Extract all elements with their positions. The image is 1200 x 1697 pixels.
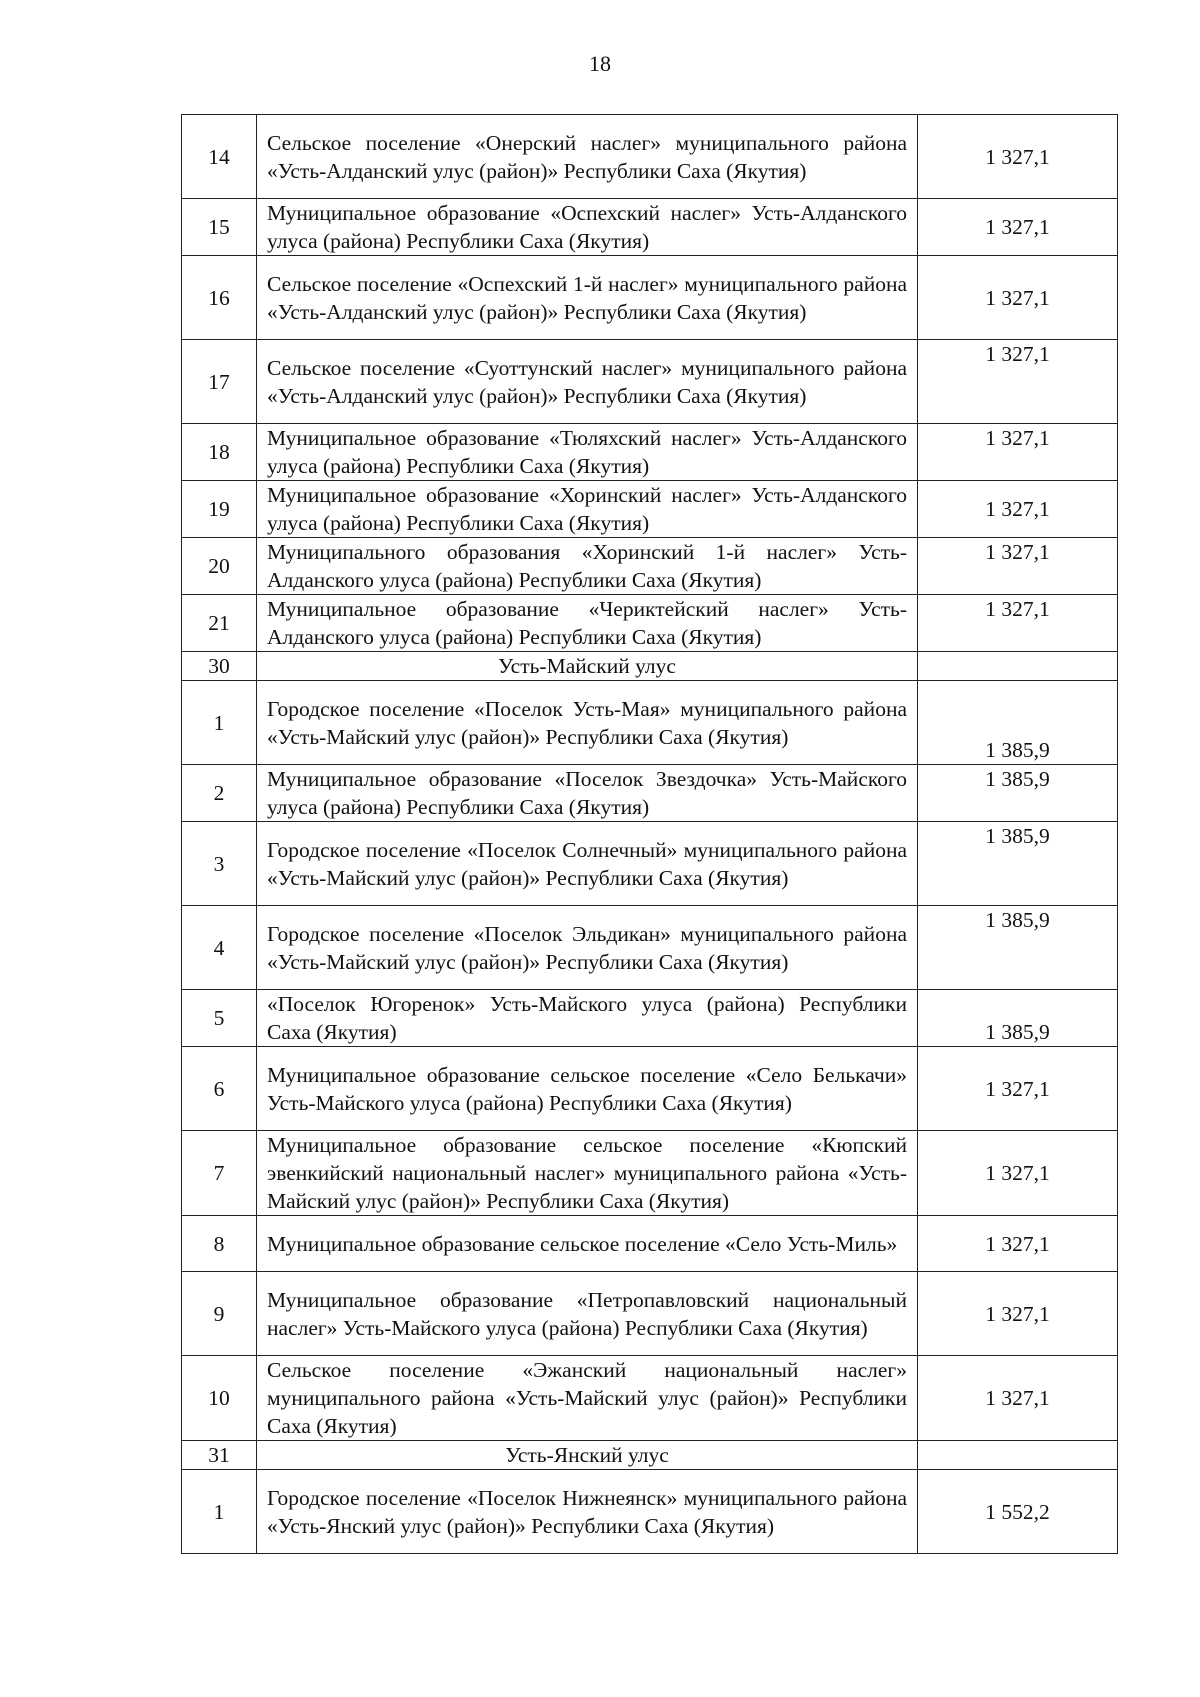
row-number: 19 (182, 481, 257, 538)
table-row (182, 595, 1118, 652)
row-number: 3 (182, 822, 257, 906)
municipality-name: Муниципальное образование «Петропавловский национальный наслег» Усть-Майского улуса (района) Республики Саха (Якутия) (257, 1272, 918, 1356)
table-row (182, 990, 1118, 1047)
municipality-name: Сельское поселение «Суоттунский наслег» муниципального района «Усть-Алданский улус (район)» Республики Саха (Якутия) (257, 340, 918, 424)
table-row (182, 1131, 1118, 1216)
table-row (182, 256, 1118, 340)
amount-value: 1 327,1 (918, 1131, 1118, 1216)
amount-value: 1 385,9 (918, 990, 1118, 1047)
amount-value: 1 327,1 (918, 256, 1118, 340)
amount-value: 1 327,1 (918, 538, 1118, 595)
municipality-name: Муниципальное образование сельское поселение «Село Белькачи» Усть-Майского улуса (района) Республики Саха (Якутия) (257, 1047, 918, 1131)
allocation-table (181, 114, 1118, 1554)
table-row (182, 1272, 1118, 1356)
page-number: 18 (589, 51, 611, 76)
amount-value: 1 327,1 (918, 1216, 1118, 1272)
table-row (182, 681, 1118, 765)
amount-value: 1 385,9 (918, 822, 1118, 906)
table-row (182, 538, 1118, 595)
row-number: 9 (182, 1272, 257, 1356)
amount-value: 1 327,1 (918, 424, 1118, 481)
amount-value: 1 385,9 (918, 906, 1118, 990)
row-number: 15 (182, 199, 257, 256)
amount-value (918, 652, 1118, 681)
amount-value (918, 1441, 1118, 1470)
municipality-name: Сельское поселение «Оспехский 1-й наслег» муниципального района «Усть-Алданский улус (район)» Республики Саха (Якутия) (257, 256, 918, 340)
municipality-name: Городское поселение «Поселок Нижнеянск» муниципального района «Усть-Янский улус (район)» Республики Саха (Якутия) (257, 1470, 918, 1554)
row-number: 20 (182, 538, 257, 595)
municipality-name: Муниципальное образование сельское поселение «Кюпский эвенкийский национальный наслег» муниципального района «Усть-Майский улус (район)» Республики Саха (Якутия) (257, 1131, 918, 1216)
table-row (182, 481, 1118, 538)
municipality-name: Муниципальное образование «Тюляхский наслег» Усть-Алданского улуса (района) Республики Саха (Якутия) (257, 424, 918, 481)
amount-value: 1 552,2 (918, 1470, 1118, 1554)
municipality-name: Муниципальное образование «Поселок Звездочка» Усть-Майского улуса (района) Республики Саха (Якутия) (257, 765, 918, 822)
row-number: 1 (182, 1470, 257, 1554)
table-row (182, 199, 1118, 256)
amount-value: 1 327,1 (918, 199, 1118, 256)
district-header-row (182, 652, 1118, 681)
district-number: 31 (182, 1441, 257, 1470)
municipality-name: Городское поселение «Поселок Усть-Мая» муниципального района «Усть-Майский улус (район)» Республики Саха (Якутия) (257, 681, 918, 765)
amount-value: 1 327,1 (918, 1356, 1118, 1441)
amount-value: 1 327,1 (918, 115, 1118, 199)
municipality-name: Сельское поселение «Онерский наслег» муниципального района «Усть-Алданский улус (район)» Республики Саха (Якутия) (257, 115, 918, 199)
table-row (182, 115, 1118, 199)
municipality-name: Городское поселение «Поселок Солнечный» муниципального района «Усть-Майский улус (район)» Республики Саха (Якутия) (257, 822, 918, 906)
municipality-name: Городское поселение «Поселок Эльдикан» муниципального района «Усть-Майский улус (район)» Республики Саха (Якутия) (257, 906, 918, 990)
row-number: 17 (182, 340, 257, 424)
row-number: 4 (182, 906, 257, 990)
table-row (182, 340, 1118, 424)
row-number: 14 (182, 115, 257, 199)
amount-value: 1 327,1 (918, 481, 1118, 538)
row-number: 8 (182, 1216, 257, 1272)
municipality-name: Сельское поселение «Эжанский национальный наслег» муниципального района «Усть-Майский улус (район)» Республики Саха (Якутия) (257, 1356, 918, 1441)
row-number: 1 (182, 681, 257, 765)
district-name: Усть-Янский улус (257, 1441, 918, 1470)
amount-value: 1 327,1 (918, 595, 1118, 652)
row-number: 6 (182, 1047, 257, 1131)
table-row (182, 765, 1118, 822)
row-number: 7 (182, 1131, 257, 1216)
table-row (182, 1047, 1118, 1131)
row-number: 16 (182, 256, 257, 340)
amount-value: 1 385,9 (918, 681, 1118, 765)
table-row (182, 822, 1118, 906)
row-number: 5 (182, 990, 257, 1047)
row-number: 10 (182, 1356, 257, 1441)
amount-value: 1 327,1 (918, 1047, 1118, 1131)
table-row (182, 1356, 1118, 1441)
row-number: 2 (182, 765, 257, 822)
amount-value: 1 327,1 (918, 340, 1118, 424)
table-row (182, 1216, 1118, 1272)
municipality-name: Муниципального образования «Хоринский 1-й наслег» Усть-Алданского улуса (района) Республики Саха (Якутия) (257, 538, 918, 595)
table-row (182, 1470, 1118, 1554)
municipality-name: Муниципальное образование «Чериктейский наслег» Усть-Алданского улуса (района) Республики Саха (Якутия) (257, 595, 918, 652)
municipality-name: Муниципальное образование сельское поселение «Село Усть-Миль» (257, 1216, 918, 1272)
table-row (182, 906, 1118, 990)
district-number: 30 (182, 652, 257, 681)
municipality-name: Муниципальное образование «Оспехский наслег» Усть-Алданского улуса (района) Республики Саха (Якутия) (257, 199, 918, 256)
row-number: 21 (182, 595, 257, 652)
municipality-name: Муниципальное образование «Хоринский наслег» Усть-Алданского улуса (района) Республики Саха (Якутия) (257, 481, 918, 538)
amount-value: 1 385,9 (918, 765, 1118, 822)
municipality-name: «Поселок Югоренок» Усть-Майского улуса (района) Республики Саха (Якутия) (257, 990, 918, 1047)
table-row (182, 424, 1118, 481)
amount-value: 1 327,1 (918, 1272, 1118, 1356)
district-name: Усть-Майский улус (257, 652, 918, 681)
row-number: 18 (182, 424, 257, 481)
district-header-row (182, 1441, 1118, 1470)
